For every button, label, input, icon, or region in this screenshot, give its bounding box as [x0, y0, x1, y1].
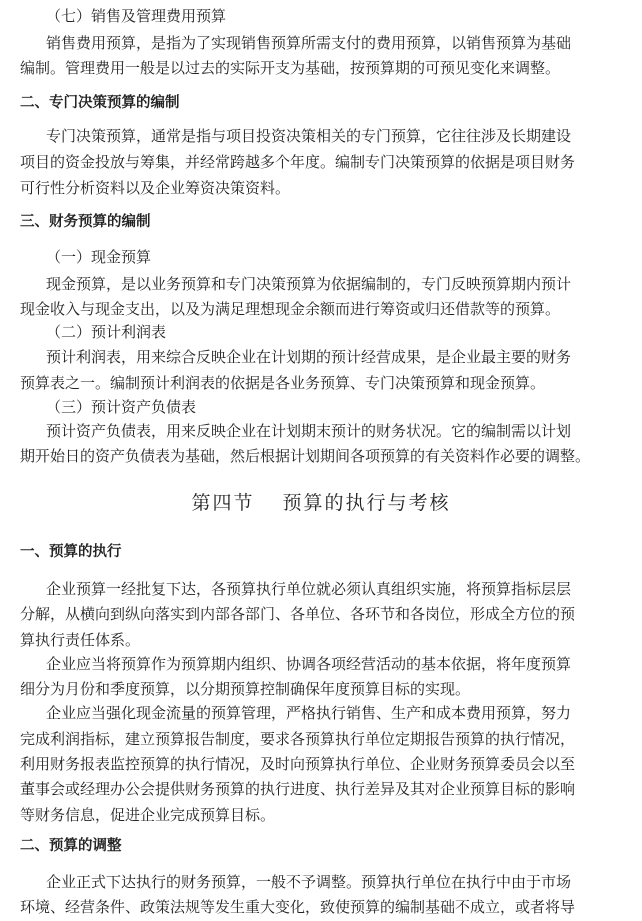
paragraph-line: 预计资产负债表，用来反映企业在计划期末预计的财务状况。它的编制需以计划: [46, 422, 572, 440]
paragraph-line: 算执行责任体系。: [20, 631, 141, 649]
subsection-title-income-statement: （二）预计利润表: [46, 323, 167, 341]
paragraph-line: 企业应当将预算作为预算期内组织、协调各项经营活动的基本依据，将年度预算: [46, 655, 572, 673]
paragraph-line: 等财务信息，促进企业完成预算目标。: [20, 806, 276, 824]
paragraph-line: 预计利润表，用来综合反映企业在计划期的预计经营成果，是企业最主要的财务: [46, 348, 572, 366]
paragraph-line: 编制。管理费用一般是以过去的实际开支为基础，按预算期的可预见变化来调整。: [20, 59, 561, 77]
paragraph-line: 分解，从横向到纵向落实到内部各部门、各单位、各环节和各岗位，形成全方位的预: [20, 605, 576, 623]
paragraph-line: 销售费用预算，是指为了实现销售预算所需支付的费用预算，以销售预算为基础: [46, 34, 572, 52]
paragraph-line: 环境、经营条件、政策法规等发生重大变化，致使预算的编制基础不成立，或者将导: [20, 898, 576, 916]
paragraph-line: 细分为月份和季度预算，以分期预算控制确保年度预算目标的实现。: [20, 680, 471, 698]
paragraph-line: 期开始日的资产负债表为基础，然后根据计划期间各项预算的有关资料作必要的调整。: [20, 447, 591, 465]
paragraph-line: 现金预算，是以业务预算和专门决策预算为依据编制的，专门反映预算期内预计: [46, 275, 572, 293]
paragraph-line: 预算表之一。编制预计利润表的依据是各业务预算、专门决策预算和现金预算。: [20, 374, 546, 392]
paragraph-line: 董事会或经理办公会提供财务预算的执行进度、执行差异及其对企业预算目标的影响: [20, 780, 576, 798]
paragraph-line: 完成利润指标，建立预算报告制度，要求各预算执行单位定期报告预算的执行情况，: [20, 730, 576, 748]
paragraph-line: 企业应当强化现金流量的预算管理，严格执行销售、生产和成本费用预算，努力: [46, 704, 572, 722]
paragraph-line: 可行性分析资料以及企业筹资决策资料。: [20, 179, 291, 197]
section-heading: 预算的执行与考核: [282, 492, 451, 514]
paragraph-line: 专门决策预算，通常是指与项目投资决策相关的专门预算，它往往涉及长期建设: [46, 127, 572, 145]
heading-special-decision-budget: 二、专门决策预算的编制: [20, 95, 180, 111]
paragraph-line: 企业预算一经批复下达，各预算执行单位就必须认真组织实施，将预算指标层层: [46, 580, 572, 598]
paragraph-line: 企业正式下达执行的财务预算，一般不予调整。预算执行单位在执行中由于市场: [46, 873, 572, 891]
paragraph-line: 项目的资金投放与筹集，并经常跨越多个年度。编制专门决策预算的依据是项目财务: [20, 153, 576, 171]
paragraph-line: 利用财务报表监控预算的执行情况，及时向预算执行单位、企业财务预算委员会以至: [20, 755, 576, 773]
section-title: [0, 488, 642, 518]
paragraph-line: 现金收入与现金支出，以及为满足理想现金余额而进行筹资或归还借款等的预算。: [20, 300, 561, 318]
subsection-title-sales-admin-expense: （七）销售及管理费用预算: [46, 7, 227, 25]
heading-budget-execution: 一、预算的执行: [20, 544, 122, 560]
heading-financial-budget: 三、财务预算的编制: [20, 214, 151, 230]
heading-budget-adjustment: 二、预算的调整: [20, 838, 122, 854]
section-number: 第四节: [191, 492, 255, 514]
subsection-title-cash-budget: （一）现金预算: [46, 248, 152, 266]
subsection-title-balance-sheet: （三）预计资产负债表: [46, 398, 197, 416]
